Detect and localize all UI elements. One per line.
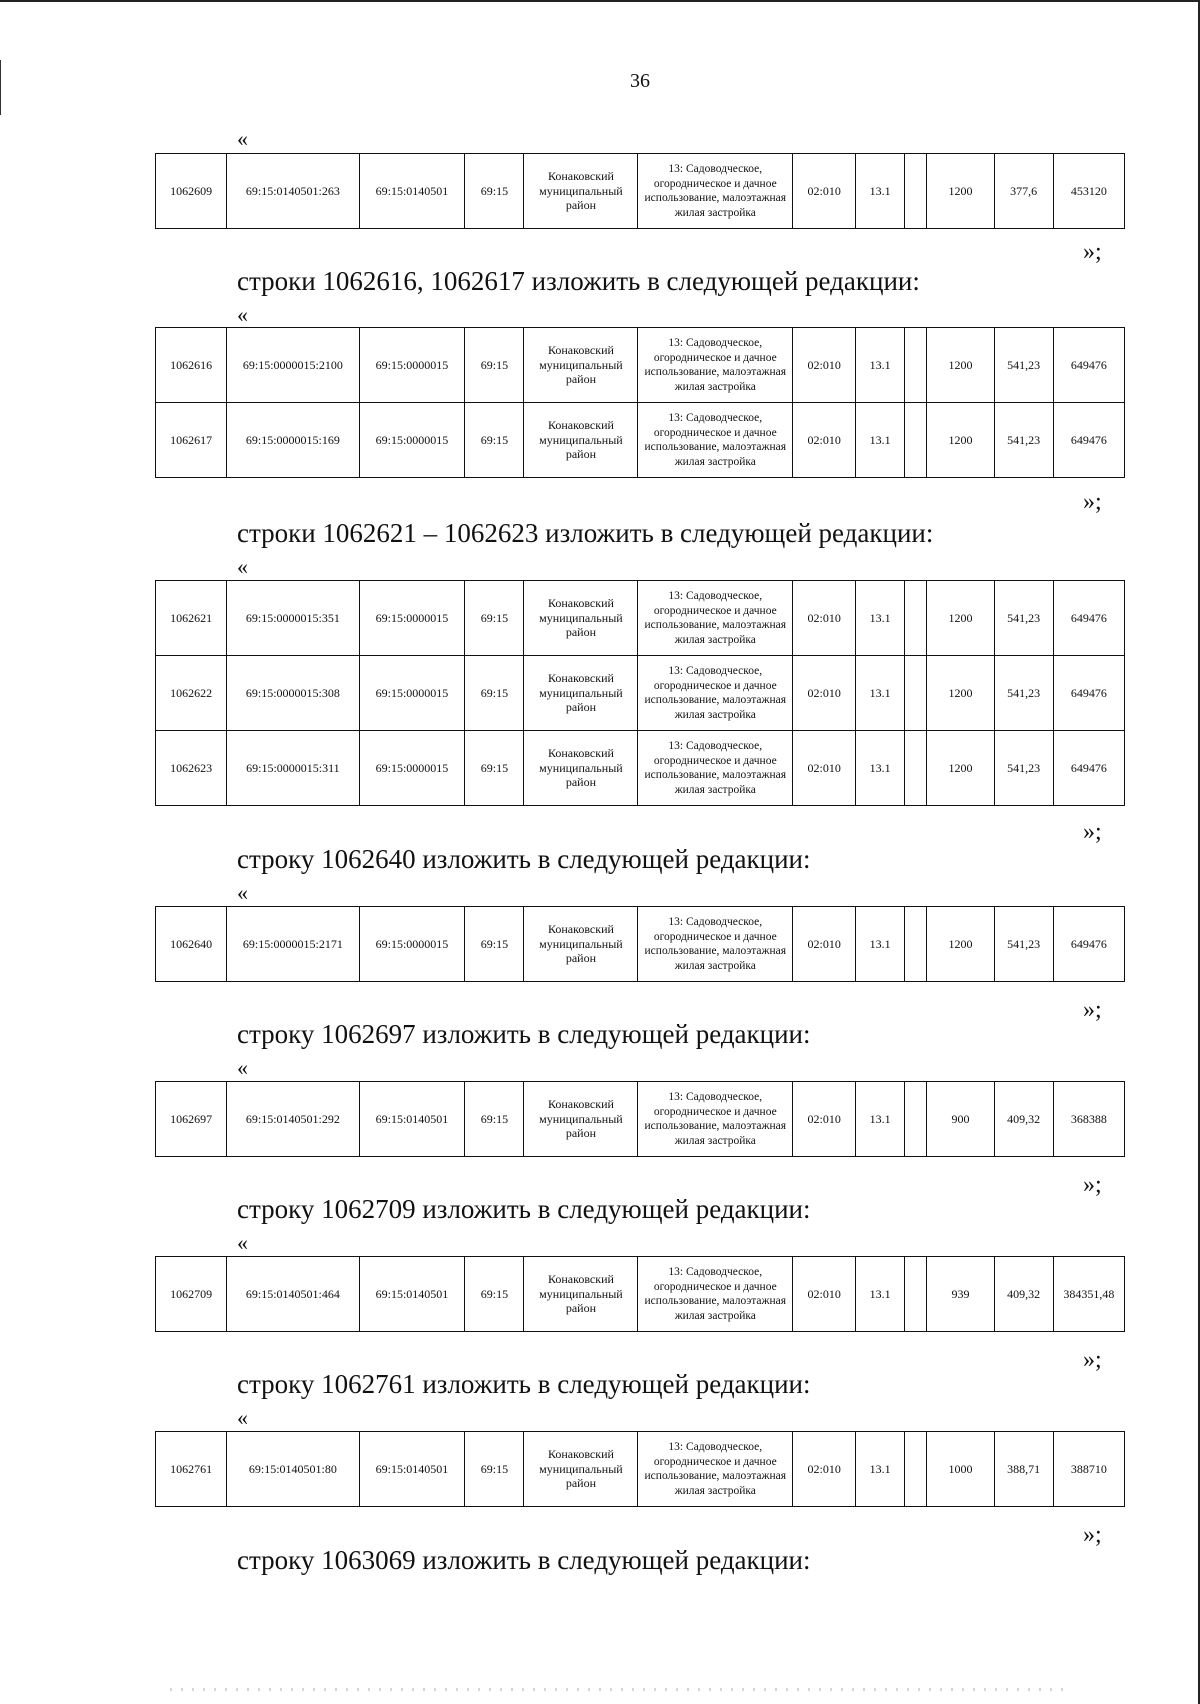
use-code-cell: 13.1 (856, 154, 905, 229)
municipality-cell: Конаковский муниципальный район (524, 403, 638, 478)
empty-cell (905, 731, 927, 806)
empty-cell (905, 1257, 927, 1332)
area-cell: 1000 (927, 1432, 994, 1507)
area-cell: 1200 (927, 731, 994, 806)
cadastral-value-cell: 388710 (1053, 1432, 1124, 1507)
page-number: 36 (630, 70, 650, 92)
cadastral-number-cell: 69:15:0000015:2100 (227, 328, 359, 403)
zone-cell: 02:010 (793, 731, 856, 806)
empty-cell (905, 907, 927, 982)
cadastral-number-cell: 69:15:0000015:311 (227, 731, 359, 806)
row-number-cell: 1062697 (156, 1082, 227, 1157)
municipality-cell: Конаковский муниципальный район (524, 907, 638, 982)
area-cell: 1200 (927, 656, 994, 731)
district-code-cell: 69:15 (465, 581, 524, 656)
scan-border-top (0, 0, 1200, 2)
municipality-cell: Конаковский муниципальный район (524, 1082, 638, 1157)
zone-cell: 02:010 (793, 581, 856, 656)
cadastral-quarter-cell: 69:15:0140501 (359, 1257, 465, 1332)
amendment-table (155, 153, 1125, 229)
cadastral-quarter-cell: 69:15:0000015 (359, 581, 465, 656)
land-use-cell: 13: Садоводческое, огородническое и дачное использование, малоэтажная жилая застройка (638, 154, 793, 229)
land-use-cell: 13: Садоводческое, огородническое и дачное использование, малоэтажная жилая застройка (638, 403, 793, 478)
cadastral-number-cell: 69:15:0000015:169 (227, 403, 359, 478)
amendment-table (155, 906, 1125, 982)
rate-cell: 409,32 (994, 1082, 1053, 1157)
table-row (156, 328, 1125, 403)
cadastral-value-cell: 649476 (1053, 656, 1124, 731)
empty-cell (905, 1432, 927, 1507)
municipality-cell: Конаковский муниципальный район (524, 328, 638, 403)
area-cell: 1200 (927, 154, 994, 229)
rate-cell: 541,23 (994, 581, 1053, 656)
use-code-cell: 13.1 (856, 403, 905, 478)
use-code-cell: 13.1 (856, 1257, 905, 1332)
area-cell: 900 (927, 1082, 994, 1157)
district-code-cell: 69:15 (465, 1257, 524, 1332)
section-heading: строку 1062640 изложить в следующей редакции: (237, 844, 811, 874)
closing-quote: »; (1083, 1522, 1102, 1548)
district-code-cell: 69:15 (465, 907, 524, 982)
cadastral-value-cell: 649476 (1053, 731, 1124, 806)
cadastral-value-cell: 384351,48 (1053, 1257, 1124, 1332)
empty-cell (905, 1082, 927, 1157)
land-use-cell: 13: Садоводческое, огородническое и дачное использование, малоэтажная жилая застройка (638, 907, 793, 982)
area-cell: 1200 (927, 328, 994, 403)
table-row (156, 154, 1125, 229)
zone-cell: 02:010 (793, 1432, 856, 1507)
rate-cell: 388,71 (994, 1432, 1053, 1507)
cadastral-number-cell: 69:15:0000015:2171 (227, 907, 359, 982)
cadastral-quarter-cell: 69:15:0140501 (359, 1082, 465, 1157)
rate-cell: 409,32 (994, 1257, 1053, 1332)
empty-cell (905, 154, 927, 229)
table-row (156, 403, 1125, 478)
opening-quote: « (237, 554, 248, 579)
row-number-cell: 1062623 (156, 731, 227, 806)
use-code-cell: 13.1 (856, 1432, 905, 1507)
table-row (156, 1432, 1125, 1507)
row-number-cell: 1062640 (156, 907, 227, 982)
closing-quote: »; (1083, 997, 1102, 1023)
cadastral-quarter-cell: 69:15:0000015 (359, 731, 465, 806)
cadastral-quarter-cell: 69:15:0140501 (359, 154, 465, 229)
cadastral-quarter-cell: 69:15:0000015 (359, 328, 465, 403)
zone-cell: 02:010 (793, 907, 856, 982)
amendment-table (155, 580, 1125, 806)
municipality-cell: Конаковский муниципальный район (524, 656, 638, 731)
land-use-cell: 13: Садоводческое, огородническое и дачное использование, малоэтажная жилая застройка (638, 1257, 793, 1332)
area-cell: 939 (927, 1257, 994, 1332)
opening-quote: « (237, 126, 248, 151)
opening-quote: « (237, 1055, 248, 1080)
table-row (156, 656, 1125, 731)
use-code-cell: 13.1 (856, 1082, 905, 1157)
use-code-cell: 13.1 (856, 656, 905, 731)
zone-cell: 02:010 (793, 656, 856, 731)
district-code-cell: 69:15 (465, 154, 524, 229)
empty-cell (905, 403, 927, 478)
municipality-cell: Конаковский муниципальный район (524, 1432, 638, 1507)
district-code-cell: 69:15 (465, 328, 524, 403)
rate-cell: 541,23 (994, 731, 1053, 806)
cadastral-number-cell: 69:15:0140501:292 (227, 1082, 359, 1157)
district-code-cell: 69:15 (465, 1082, 524, 1157)
area-cell: 1200 (927, 403, 994, 478)
district-code-cell: 69:15 (465, 1432, 524, 1507)
cadastral-value-cell: 649476 (1053, 328, 1124, 403)
opening-quote: « (237, 1405, 248, 1430)
opening-quote: « (237, 880, 248, 905)
cadastral-value-cell: 649476 (1053, 403, 1124, 478)
zone-cell: 02:010 (793, 1082, 856, 1157)
row-number-cell: 1062709 (156, 1257, 227, 1332)
cadastral-number-cell: 69:15:0000015:351 (227, 581, 359, 656)
rate-cell: 541,23 (994, 403, 1053, 478)
cadastral-number-cell: 69:15:0000015:308 (227, 656, 359, 731)
area-cell: 1200 (927, 907, 994, 982)
cadastral-number-cell: 69:15:0140501:464 (227, 1257, 359, 1332)
area-cell: 1200 (927, 581, 994, 656)
row-number-cell: 1062617 (156, 403, 227, 478)
table-row (156, 1082, 1125, 1157)
land-use-cell: 13: Садоводческое, огородническое и дачное использование, малоэтажная жилая застройка (638, 731, 793, 806)
closing-quote: »; (1083, 1172, 1102, 1198)
table-row (156, 731, 1125, 806)
row-number-cell: 1062616 (156, 328, 227, 403)
closing-quote: »; (1083, 489, 1102, 515)
table-row (156, 1257, 1125, 1332)
use-code-cell: 13.1 (856, 581, 905, 656)
land-use-cell: 13: Садоводческое, огородническое и дачное использование, малоэтажная жилая застройка (638, 581, 793, 656)
rate-cell: 541,23 (994, 907, 1053, 982)
row-number-cell: 1062761 (156, 1432, 227, 1507)
amendment-table (155, 327, 1125, 478)
municipality-cell: Конаковский муниципальный район (524, 581, 638, 656)
scan-noise (170, 1688, 1070, 1691)
cadastral-value-cell: 649476 (1053, 581, 1124, 656)
row-number-cell: 1062609 (156, 154, 227, 229)
use-code-cell: 13.1 (856, 907, 905, 982)
opening-quote: « (237, 302, 248, 327)
row-number-cell: 1062622 (156, 656, 227, 731)
municipality-cell: Конаковский муниципальный район (524, 1257, 638, 1332)
rate-cell: 541,23 (994, 328, 1053, 403)
table-row (156, 581, 1125, 656)
cadastral-quarter-cell: 69:15:0000015 (359, 656, 465, 731)
use-code-cell: 13.1 (856, 731, 905, 806)
cadastral-value-cell: 368388 (1053, 1082, 1124, 1157)
section-heading: строку 1062697 изложить в следующей редакции: (237, 1019, 811, 1049)
amendment-table (155, 1081, 1125, 1157)
rate-cell: 541,23 (994, 656, 1053, 731)
section-heading: строку 1062761 изложить в следующей редакции: (237, 1369, 811, 1399)
district-code-cell: 69:15 (465, 731, 524, 806)
district-code-cell: 69:15 (465, 656, 524, 731)
amendment-table (155, 1431, 1125, 1507)
section-heading: строки 1062616, 1062617 изложить в следующей редакции: (237, 266, 920, 296)
empty-cell (905, 581, 927, 656)
municipality-cell: Конаковский муниципальный район (524, 731, 638, 806)
land-use-cell: 13: Садоводческое, огородническое и дачное использование, малоэтажная жилая застройка (638, 1082, 793, 1157)
section-heading: строки 1062621 – 1062623 изложить в следующей редакции: (237, 518, 934, 548)
zone-cell: 02:010 (793, 154, 856, 229)
cadastral-number-cell: 69:15:0140501:263 (227, 154, 359, 229)
cadastral-quarter-cell: 69:15:0140501 (359, 1432, 465, 1507)
table-row (156, 907, 1125, 982)
zone-cell: 02:010 (793, 403, 856, 478)
row-number-cell: 1062621 (156, 581, 227, 656)
empty-cell (905, 656, 927, 731)
land-use-cell: 13: Садоводческое, огородническое и дачное использование, малоэтажная жилая застройка (638, 1432, 793, 1507)
land-use-cell: 13: Садоводческое, огородническое и дачное использование, малоэтажная жилая застройка (638, 656, 793, 731)
closing-quote: »; (1083, 819, 1102, 845)
cadastral-number-cell: 69:15:0140501:80 (227, 1432, 359, 1507)
rate-cell: 377,6 (994, 154, 1053, 229)
zone-cell: 02:010 (793, 1257, 856, 1332)
zone-cell: 02:010 (793, 328, 856, 403)
amendment-table (155, 1256, 1125, 1332)
cadastral-value-cell: 453120 (1053, 154, 1124, 229)
cadastral-quarter-cell: 69:15:0000015 (359, 907, 465, 982)
section-heading: строку 1062709 изложить в следующей редакции: (237, 1194, 811, 1224)
opening-quote: « (237, 1230, 248, 1255)
use-code-cell: 13.1 (856, 328, 905, 403)
section-heading: строку 1063069 изложить в следующей редакции: (237, 1545, 811, 1575)
cadastral-quarter-cell: 69:15:0000015 (359, 403, 465, 478)
municipality-cell: Конаковский муниципальный район (524, 154, 638, 229)
closing-quote: »; (1083, 239, 1102, 265)
cadastral-value-cell: 649476 (1053, 907, 1124, 982)
district-code-cell: 69:15 (465, 403, 524, 478)
closing-quote: »; (1083, 1347, 1102, 1373)
empty-cell (905, 328, 927, 403)
land-use-cell: 13: Садоводческое, огородническое и дачное использование, малоэтажная жилая застройка (638, 328, 793, 403)
